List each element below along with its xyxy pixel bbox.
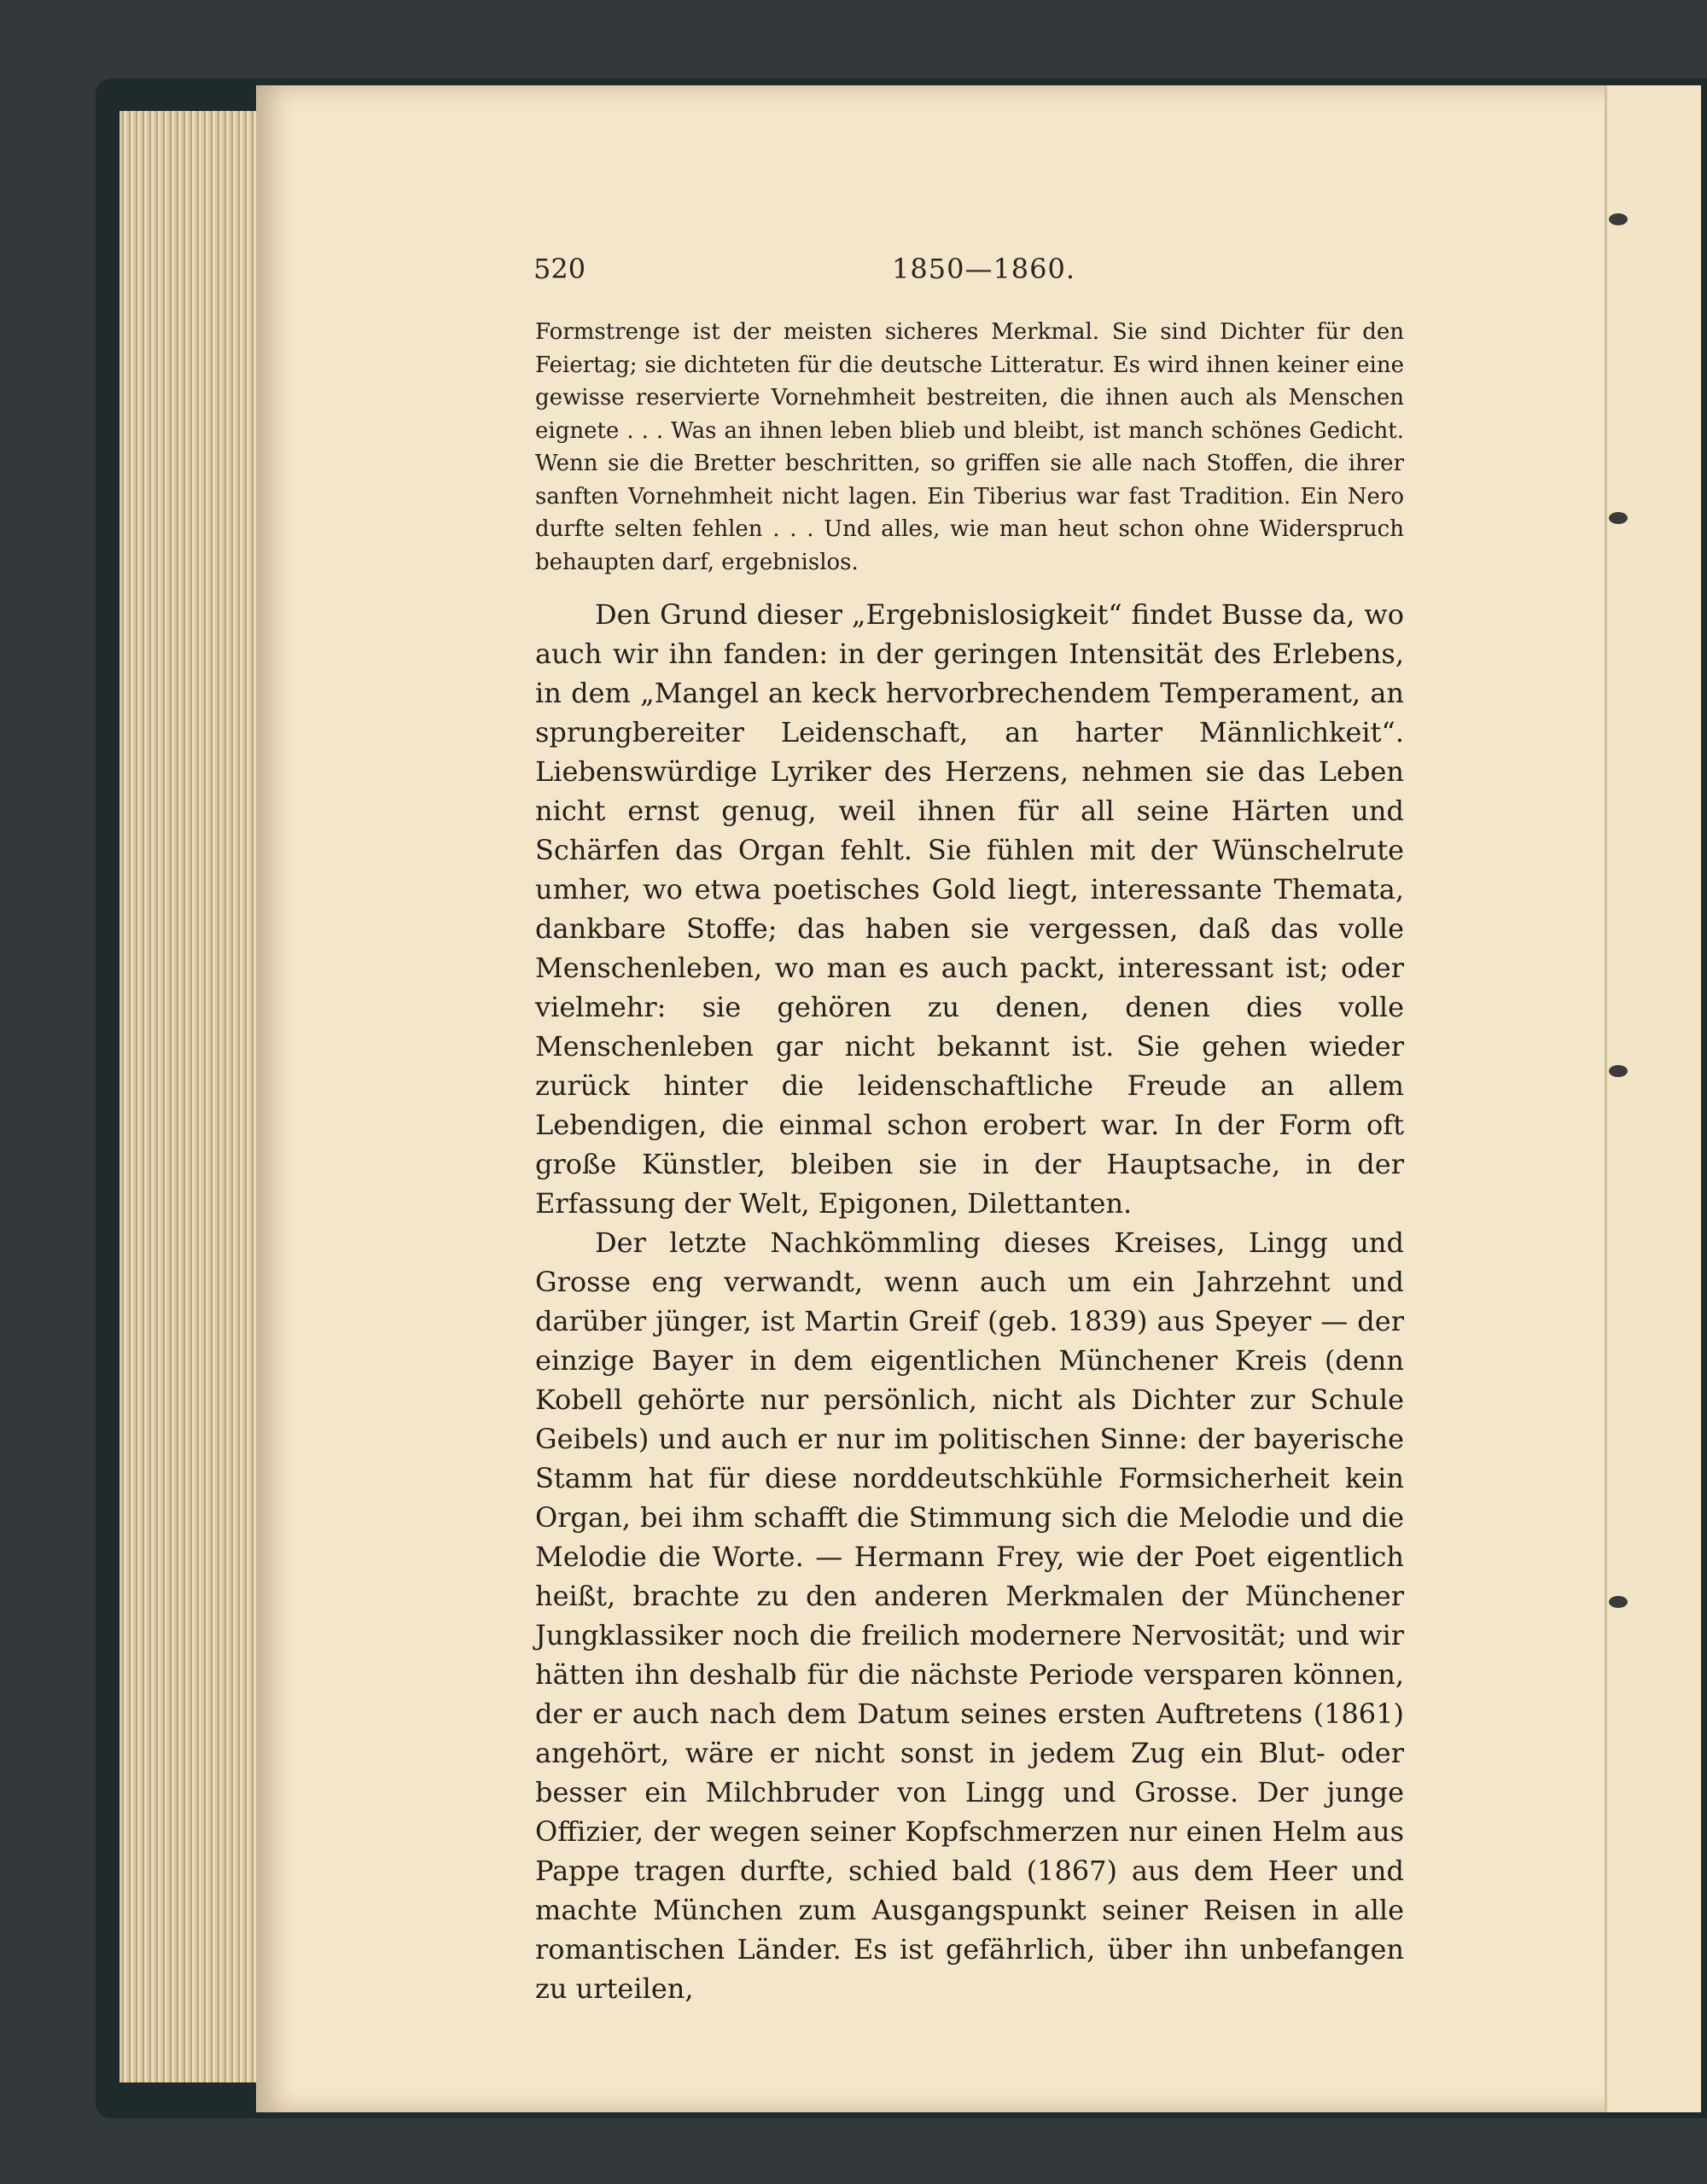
- body-text: [535, 595, 1404, 2008]
- paragraph-2: Der letzte Nachkömmling dieses Kreises, Lingg und Grosse eng verwandt, wenn auch um ein Jahrzehnt und darüber jünger, ist Martin Greif (geb. 1839) aus Speyer — der einzige Bayer in dem eigentlichen Münchener Kreis (denn Kobell gehörte nur persönlich, nicht als Dichter zur Schule Geibels) und auch er nur im politischen Sinne: der bayerische Stamm hat für diese norddeutschkühle Formsicherheit kein Organ, bei ihm schafft die Stimmung sich die Melodie und die Melodie die Worte. — Hermann Frey, wie der Poet eigentlich heißt, brachte zu den anderen Merkmalen der Münchener Jungklassiker noch die freilich modernere Nervosität; und wir hätten ihn deshalb für die nächste Periode versparen können, der er auch nach dem Datum seines ersten Auftretens (1861) angehört, wäre er nicht sonst in jedem Zug ein Blut- oder besser ein Milchbruder von Lingg und Grosse. Der junge Offizier, der wegen seiner Kopfschmerzen nur einen Helm aus Pappe tragen durfte, schied bald (1867) aus dem Heer und machte München zum Ausgangspunkt seiner Reisen in alle romantischen Länder. Es ist gefährlich, über ihn unbefangen zu urteilen,: [535, 1226, 1404, 2005]
- page-edges: [119, 111, 273, 2082]
- running-head: 1850—1860.: [892, 253, 1076, 285]
- block-quote: [535, 316, 1404, 579]
- page-header: [533, 253, 1455, 295]
- paragraph-1: Den Grund dieser „Ergebnislosigkeit“ findet Busse da, wo auch wir ihn fanden: in der geringen Intensität des Erlebens, in dem „Mangel an keck hervorbrechendem Temperament, an sprungbereiter Leidenschaft, an harter Männlichkeit“. Liebenswürdige Lyriker des Herzens, nehmen sie das Leben nicht ernst genug, weil ihnen für all seine Härten und Schärfen das Organ fehlt. Sie fühlen mit der Wünschelrute umher, wo etwa poetisches Gold liegt, interessante Themata, dankbare Stoffe; das haben sie vergessen, daß das volle Menschenleben, wo man es auch packt, interessant ist; oder vielmehr: sie gehören zu denen, denen dies volle Menschenleben gar nicht bekannt ist. Sie gehen wieder zurück hinter die leidenschaftliche Freude an allem Lebendigen, die einmal schon erobert war. In der Form oft große Künstler, bleiben sie in der Hauptsache, in der Erfassung der Welt, Epigonen, Dilettanten.: [535, 598, 1404, 1220]
- binding-holes: [1609, 0, 1634, 2184]
- quote-paragraph: Formstrenge ist der meisten sicheres Merkmal. Sie sind Dichter für den Feiertag; sie dichteten für die deutsche Litteratur. Es wird ihnen keiner eine gewisse reservierte Vornehmheit bestreiten, die ihnen auch als Menschen eignete . . . Was an ihnen leben blieb und bleibt, ist manch schönes Gedicht. Wenn sie die Bretter beschritten, so griffen sie alle nach Stoffen, die ihrer sanften Vornehmheit nicht lagen. Ein Tiberius war fast Tradition. Ein Nero durfte selten fehlen . . . Und alles, wie man heut schon ohne Widerspruch behaupten darf, ergebnislos.: [535, 319, 1404, 575]
- page-number: 520: [533, 253, 586, 285]
